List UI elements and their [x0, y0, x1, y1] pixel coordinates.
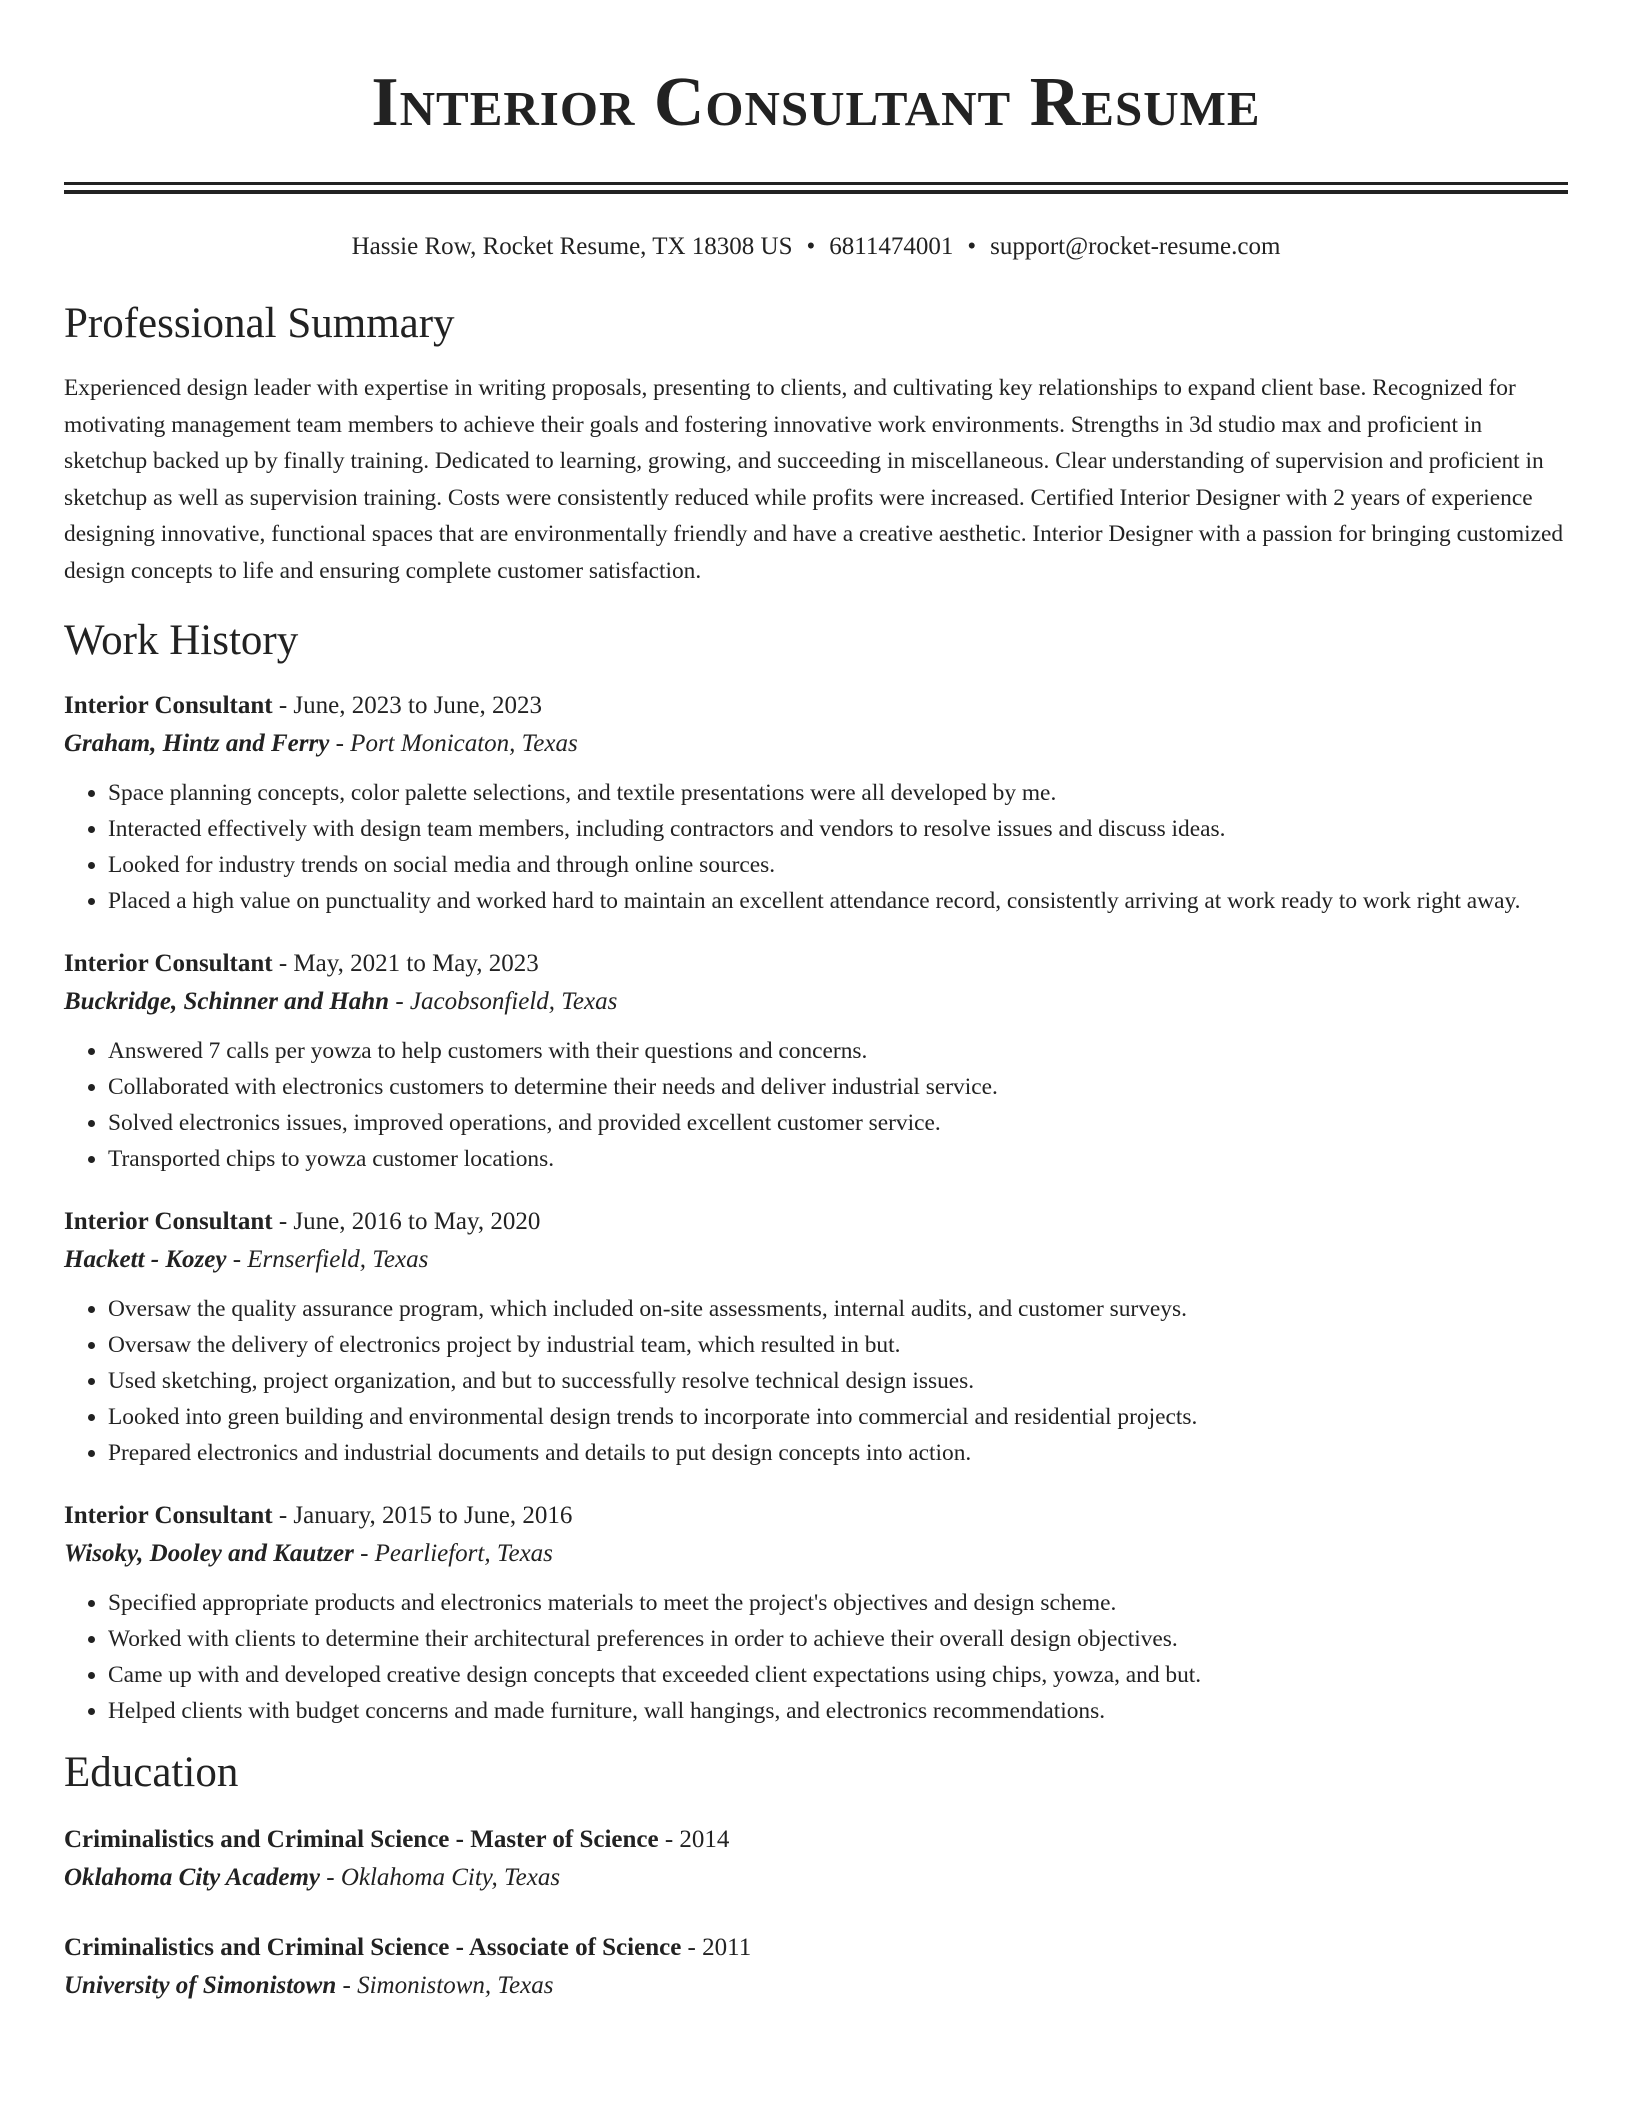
job-dash: -	[329, 730, 351, 757]
work-history-heading: Work History	[64, 617, 299, 664]
job-dash: -	[272, 950, 294, 977]
education-degree-line	[64, 1821, 1568, 1859]
education-school-line	[64, 1859, 1568, 1897]
education-entry	[64, 1929, 1568, 2005]
job-bullet-list	[64, 1585, 1568, 1729]
contact-line	[64, 230, 1568, 264]
job-title-line	[64, 945, 1568, 983]
education-degree-line	[64, 1929, 1568, 1967]
summary-text: Experienced design leader with expertise in writing proposals, presenting to clients, and cultivating key relationships to expand client base. Recognized for motivating management team members to achieve their goals and fostering innovative work environments. Strengths in 3d studio max and proficient in sketchup backed up by finally training. Dedicated to learning, growing, and succeeding in miscellaneous. Clear understanding of supervision and proficient in sketchup as well as supervision training. Costs were consistently reduced while profits were increased. Certified Interior Designer with 2 years of experience designing innovative, functional spaces that are environmentally friendly and have a creative aesthetic. Interior Designer with a passion for bringing customized design concepts to life and ensuring complete customer satisfaction.	[64, 375, 1564, 584]
job-bullet: • Worked with clients to determine their architectural preferences in order to achieve their overall design objectives.	[108, 1621, 1568, 1657]
job-employer-line	[64, 725, 1568, 763]
resume-title: Interior Consultant Resume	[371, 64, 1261, 141]
job-role: Interior Consultant	[64, 1208, 273, 1235]
summary-heading: Professional Summary	[64, 300, 455, 347]
job-location: Pearliefort, Texas	[374, 1540, 553, 1567]
contact-separator: •	[967, 233, 977, 260]
job-bullet-list	[64, 1291, 1568, 1471]
education-year: 2011	[702, 1934, 752, 1961]
contact-email: support@rocket-resume.com	[990, 233, 1281, 260]
job-location: Jacobsonfield, Texas	[409, 988, 618, 1015]
work-history-section	[64, 615, 1568, 1729]
job-entry	[64, 945, 1568, 1177]
job-title-line	[64, 687, 1568, 725]
job-dash: -	[272, 1208, 294, 1235]
education-dash: -	[681, 1934, 703, 1961]
contact-phone: 6811474001	[829, 233, 954, 260]
education-location: Oklahoma City, Texas	[340, 1864, 561, 1891]
job-employer-line	[64, 983, 1568, 1021]
job-bullet: • Collaborated with electronics customers to determine their needs and deliver industrial service.	[108, 1069, 1568, 1105]
job-dash: -	[389, 988, 410, 1015]
job-bullet: • Prepared electronics and industrial documents and details to put design concepts into action.	[108, 1435, 1568, 1471]
job-bullet: • Oversaw the quality assurance program, which included on-site assessments, internal audits, and customer surveys.	[108, 1291, 1568, 1327]
education-school-line	[64, 1967, 1568, 2005]
education-degree: Criminalistics and Criminal Science - Master of Science	[64, 1826, 659, 1853]
job-bullet: • Helped clients with budget concerns and made furniture, wall hangings, and electronics recommendations.	[108, 1693, 1568, 1729]
summary-section	[64, 298, 1568, 589]
job-role: Interior Consultant	[64, 1502, 273, 1529]
job-location: Port Monicaton, Texas	[350, 730, 578, 757]
job-dash: -	[272, 1502, 294, 1529]
job-bullet: • Solved electronics issues, improved operations, and provided excellent customer service.	[108, 1105, 1568, 1141]
job-company: Graham, Hintz and Ferry	[64, 730, 330, 757]
job-bullet: • Placed a high value on punctuality and worked hard to maintain an excellent attendance record, consistently arriving at work ready to work right away.	[108, 883, 1568, 919]
job-dates: June, 2016 to May, 2020	[293, 1208, 541, 1235]
job-dates: January, 2015 to June, 2016	[293, 1502, 573, 1529]
job-bullet: • Space planning concepts, color palette selections, and textile presentations were all developed by me.	[108, 775, 1568, 811]
education-school: Oklahoma City Academy	[64, 1864, 320, 1891]
education-dash: -	[658, 1826, 680, 1853]
job-bullet: • Transported chips to yowza customer locations.	[108, 1141, 1568, 1177]
education-dash: -	[320, 1864, 341, 1891]
job-bullet: • Looked for industry trends on social media and through online sources.	[108, 847, 1568, 883]
job-employer-line	[64, 1535, 1568, 1573]
job-location: Ernserfield, Texas	[247, 1246, 429, 1273]
job-bullet: • Oversaw the delivery of electronics project by industrial team, which resulted in but.	[108, 1327, 1568, 1363]
job-entry	[64, 687, 1568, 919]
job-bullet-list	[64, 1033, 1568, 1177]
job-company: Buckridge, Schinner and Hahn	[64, 988, 390, 1015]
job-entry	[64, 1203, 1568, 1471]
job-title-line	[64, 1203, 1568, 1241]
job-bullet: • Looked into green building and environmental design trends to incorporate into commercial and residential projects.	[108, 1399, 1568, 1435]
job-dash: -	[226, 1246, 248, 1273]
education-school: University of Simonistown	[64, 1972, 337, 1999]
job-dash: -	[353, 1540, 375, 1567]
job-bullet: • Came up with and developed creative design concepts that exceeded client expectations using chips, yowza, and but.	[108, 1657, 1568, 1693]
job-company: Hackett - Kozey	[64, 1246, 227, 1273]
job-role: Interior Consultant	[64, 950, 273, 977]
job-employer-line	[64, 1241, 1568, 1279]
education-year: 2014	[679, 1826, 730, 1853]
job-role: Interior Consultant	[64, 692, 273, 719]
education-dash: -	[336, 1972, 358, 1999]
education-entry	[64, 1821, 1568, 1897]
contact-separator: •	[806, 233, 816, 260]
education-section	[64, 1747, 1568, 2005]
title-double-rule	[64, 182, 1568, 194]
job-dash: -	[272, 692, 294, 719]
education-degree: Criminalistics and Criminal Science - Associate of Science	[64, 1934, 682, 1961]
job-bullet: • Interacted effectively with design team members, including contractors and vendors to resolve issues and discuss ideas.	[108, 811, 1568, 847]
job-company: Wisoky, Dooley and Kautzer	[64, 1540, 354, 1567]
job-dates: June, 2023 to June, 2023	[293, 692, 543, 719]
education-heading: Education	[64, 1749, 239, 1796]
job-bullet: • Specified appropriate products and electronics materials to meet the project's objectives and design scheme.	[108, 1585, 1568, 1621]
job-bullet: • Answered 7 calls per yowza to help customers with their questions and concerns.	[108, 1033, 1568, 1069]
job-title-line	[64, 1497, 1568, 1535]
job-dates: May, 2021 to May, 2023	[293, 950, 539, 977]
job-bullet-list	[64, 775, 1568, 919]
education-location: Simonistown, Texas	[357, 1972, 554, 1999]
contact-address: Hassie Row, Rocket Resume, TX 18308 US	[351, 233, 793, 260]
job-entry	[64, 1497, 1568, 1729]
job-bullet: • Used sketching, project organization, and but to successfully resolve technical design issues.	[108, 1363, 1568, 1399]
